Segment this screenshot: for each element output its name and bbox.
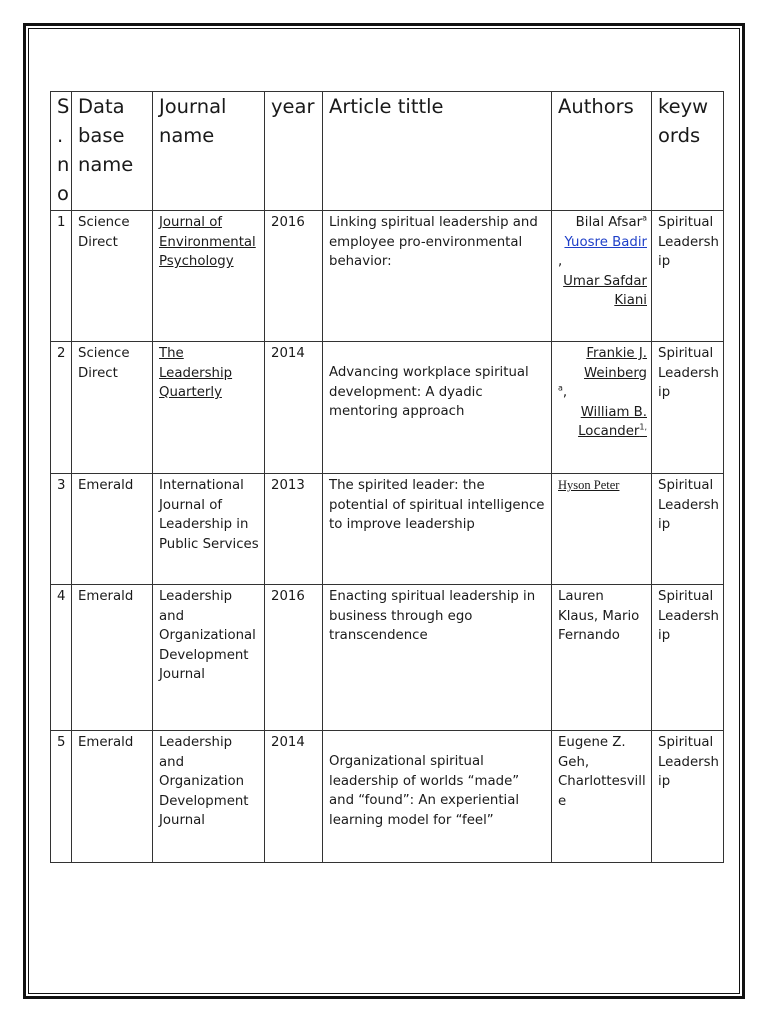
journal-link[interactable]: Journal of Environmental Psychology bbox=[159, 215, 256, 269]
author-1-mark: a bbox=[642, 213, 647, 223]
cell-keywords: Spiritual Leadership bbox=[652, 211, 724, 342]
author-1: Bilal Afsar bbox=[575, 215, 643, 230]
journal-link[interactable]: The Leadership Quarterly bbox=[159, 346, 233, 400]
author-1-sep: , bbox=[562, 385, 568, 400]
table-row bbox=[51, 585, 724, 731]
cell-keywords: Spiritual Leadership bbox=[652, 474, 724, 585]
cell-year: 2013 bbox=[265, 474, 323, 585]
cell-keywords: Spiritual Leadership bbox=[652, 342, 724, 474]
cell-authors bbox=[552, 474, 652, 585]
cell-keywords: Spiritual Leadership bbox=[652, 731, 724, 863]
author-2-mark: 1, bbox=[639, 422, 647, 432]
author-1-mark: a bbox=[558, 383, 563, 393]
cell-article-title: Enacting spiritual leadership in business through ego transcendence bbox=[323, 585, 552, 731]
cell-year: 2014 bbox=[265, 342, 323, 474]
cell-sno: 1 bbox=[51, 211, 72, 342]
cell-journal: International Journal of Leadership in Public Services bbox=[153, 474, 265, 585]
cell-database: Emerald bbox=[72, 731, 153, 863]
cell-article-title: Organizational spiritual leadership of worlds “made” and “found”: An experiential learning model for “feel” bbox=[323, 731, 552, 863]
cell-journal bbox=[153, 211, 265, 342]
cell-authors: Lauren Klaus, Mario Fernando bbox=[552, 585, 652, 731]
author-2-link[interactable] bbox=[558, 233, 647, 253]
cell-year: 2014 bbox=[265, 731, 323, 863]
cell-journal bbox=[153, 342, 265, 474]
table-row bbox=[51, 211, 724, 342]
header-year: year bbox=[265, 92, 323, 211]
cell-year: 2016 bbox=[265, 585, 323, 731]
author-1-link[interactable]: Hyson Peter bbox=[558, 478, 620, 492]
cell-keywords: Spiritual Leadership bbox=[652, 585, 724, 731]
cell-database: Emerald bbox=[72, 474, 153, 585]
header-database: Data base name bbox=[72, 92, 153, 211]
table-header-row bbox=[51, 92, 724, 211]
cell-authors bbox=[552, 211, 652, 342]
table-row bbox=[51, 342, 724, 474]
literature-table bbox=[50, 91, 724, 863]
author-3-link[interactable]: Umar Safdar Kiani bbox=[563, 273, 647, 308]
cell-authors bbox=[552, 342, 652, 474]
table-row bbox=[51, 474, 724, 585]
cell-sno: 3 bbox=[51, 474, 72, 585]
cell-article-title: Linking spiritual leadership and employee pro-environmental behavior: bbox=[323, 211, 552, 342]
header-article-title: Article tittle bbox=[323, 92, 552, 211]
cell-article-title: Advancing workplace spiritual development: A dyadic mentoring approach bbox=[323, 342, 552, 474]
cell-database: Emerald bbox=[72, 585, 153, 731]
header-journal: Journal name bbox=[153, 92, 265, 211]
cell-journal: Leadership and Organization Development Journal bbox=[153, 731, 265, 863]
cell-year: 2016 bbox=[265, 211, 323, 342]
author-1-line bbox=[558, 213, 647, 233]
cell-sno: 2 bbox=[51, 342, 72, 474]
author-2: Yuosre Badir bbox=[564, 234, 647, 250]
author-1-link[interactable] bbox=[558, 344, 647, 383]
cell-authors: Eugene Z. Geh, Charlottesville bbox=[552, 731, 652, 863]
header-authors: Authors bbox=[552, 92, 652, 211]
cell-sno: 4 bbox=[51, 585, 72, 731]
author-1: Frankie J. Weinberg bbox=[584, 346, 647, 381]
author-2-sep: , bbox=[558, 254, 563, 269]
header-keywords: keywords bbox=[652, 92, 724, 211]
author-2-link[interactable] bbox=[558, 403, 647, 442]
author-2: William B. Locander bbox=[578, 404, 647, 439]
cell-article-title: The spirited leader: the potential of spiritual intelligence to improve leadership bbox=[323, 474, 552, 585]
cell-sno: 5 bbox=[51, 731, 72, 863]
cell-database: Science Direct bbox=[72, 211, 153, 342]
cell-database: Science Direct bbox=[72, 342, 153, 474]
header-sno: S.no bbox=[51, 92, 72, 211]
cell-journal: Leadership and Organizational Development Journal bbox=[153, 585, 265, 731]
table-row bbox=[51, 731, 724, 863]
